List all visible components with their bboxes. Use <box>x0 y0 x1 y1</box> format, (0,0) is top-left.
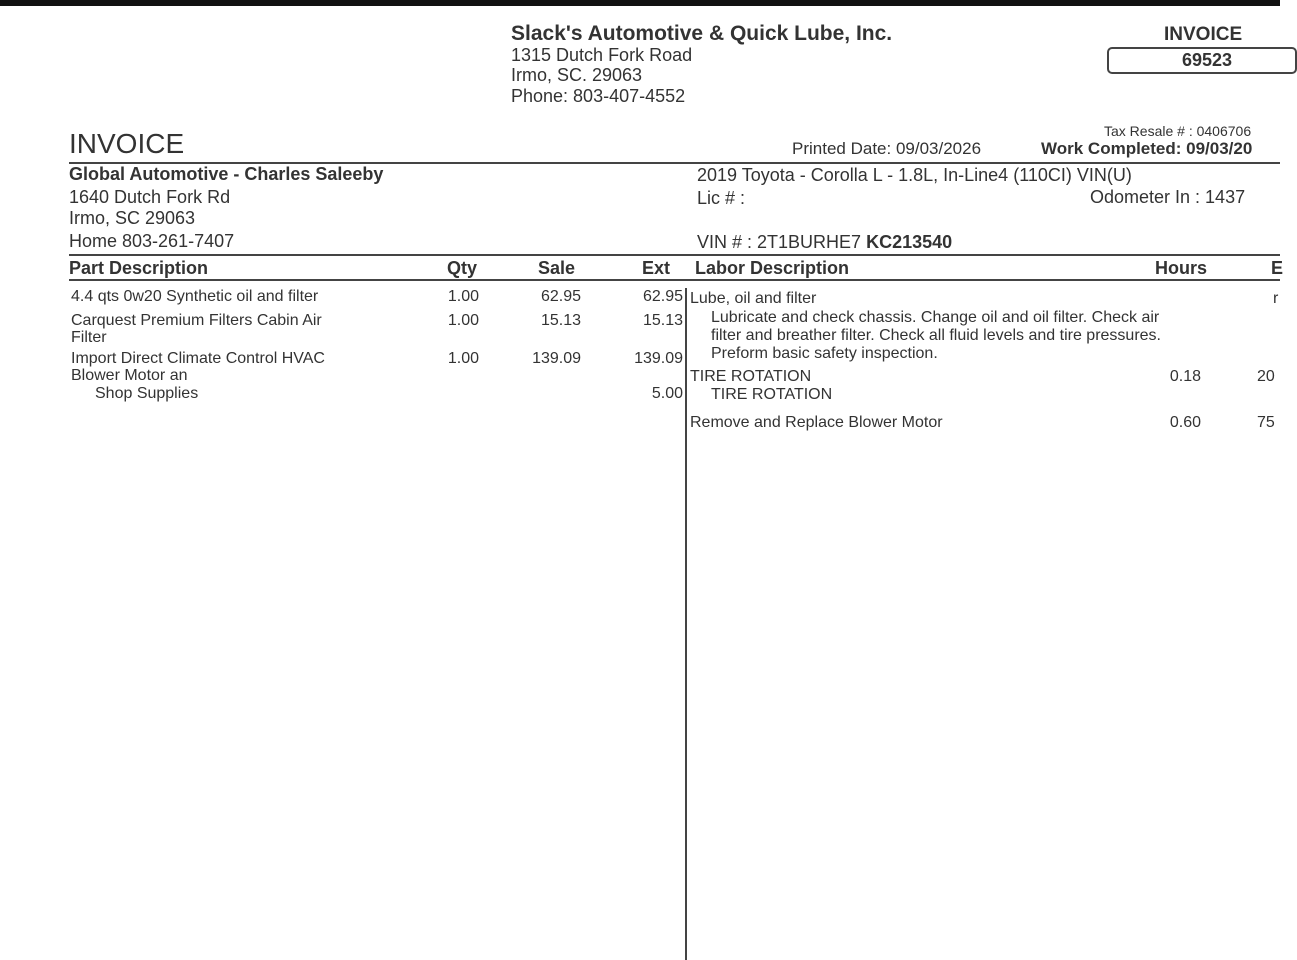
shop-name: Slack's Automotive & Quick Lube, Inc. <box>511 22 893 45</box>
divider-middle <box>69 254 1280 256</box>
part-row-3-qty: 1.00 <box>447 350 479 367</box>
labor-item-1-note-1: Lubricate and check chassis. Change oil and oil filter. Check air <box>711 309 1160 326</box>
labor-item-3-hours: 0.60 <box>1169 414 1201 431</box>
divider-headers <box>69 279 1280 281</box>
labor-item-2-note-1: TIRE ROTATION <box>711 386 833 403</box>
labor-item-1-title: Lube, oil and filter <box>690 290 817 307</box>
labor-header-ext: E <box>1271 258 1284 278</box>
vehicle-description: 2019 Toyota - Corolla L - 1.8L, In-Line4 (110CI) VIN(U) <box>697 165 1132 185</box>
part-row-2-description-cont: Filter <box>71 329 107 346</box>
parts-header-description: Part Description <box>69 258 209 278</box>
part-row-2-description: Carquest Premium Filters Cabin Air <box>71 312 322 329</box>
parts-header-ext: Ext <box>642 258 671 278</box>
shop-supplies-ext: 5.00 <box>651 385 683 402</box>
shop-phone: Phone: 803-407-4552 <box>511 86 686 106</box>
odometer-in: Odometer In : 1437 <box>1090 187 1246 207</box>
vin-suffix: KC213540 <box>866 232 953 252</box>
vin-prefix: VIN # : 2T1BURHE7 <box>697 232 862 252</box>
shop-supplies-label: Shop Supplies <box>95 385 199 402</box>
part-row-1-description: 4.4 qts 0w20 Synthetic oil and filter <box>71 288 319 305</box>
invoice-label: INVOICE <box>1164 24 1243 45</box>
work-completed-date: Work Completed: 09/03/20 <box>1041 139 1253 158</box>
printed-date: Printed Date: 09/03/2026 <box>792 139 982 158</box>
labor-header-hours: Hours <box>1155 258 1208 278</box>
parts-header-qty: Qty <box>447 258 478 278</box>
parts-header-sale: Sale <box>538 258 576 278</box>
labor-header-description: Labor Description <box>695 258 850 278</box>
labor-item-1-note-3: Preform basic safety inspection. <box>711 345 938 362</box>
labor-item-3-ext: 75 <box>1257 414 1275 431</box>
part-row-3-sale: 139.09 <box>532 350 581 367</box>
column-separator <box>685 288 687 960</box>
part-row-3-description-cont: Blower Motor an <box>71 367 188 384</box>
part-row-3-ext: 139.09 <box>634 350 683 367</box>
customer-phone: Home 803-261-7407 <box>69 231 235 251</box>
labor-item-3-title: Remove and Replace Blower Motor <box>690 414 943 431</box>
vehicle-vin <box>697 232 952 253</box>
invoice-number: 69523 <box>1182 50 1233 70</box>
shop-address-1: 1315 Dutch Fork Road <box>511 45 693 65</box>
labor-item-1-ext: r <box>1273 290 1279 307</box>
part-row-1-qty: 1.00 <box>447 288 479 305</box>
part-row-2-sale: 15.13 <box>540 312 581 329</box>
customer-city: Irmo, SC 29063 <box>69 208 196 228</box>
invoice-title: INVOICE <box>69 128 185 159</box>
customer-address: 1640 Dutch Fork Rd <box>69 187 231 207</box>
part-row-2-ext: 15.13 <box>642 312 683 329</box>
part-row-3-description: Import Direct Climate Control HVAC <box>71 350 325 367</box>
labor-item-2-ext: 20 <box>1257 368 1275 385</box>
tax-resale-number: Tax Resale # : 0406706 <box>1104 123 1252 139</box>
part-row-1-ext: 62.95 <box>642 288 683 305</box>
scan-top-edge <box>0 0 1280 6</box>
customer-name: Global Automotive - Charles Saleeby <box>69 164 384 184</box>
labor-item-2-hours: 0.18 <box>1169 368 1201 385</box>
vehicle-license: Lic # : <box>697 188 746 208</box>
labor-item-2-title: TIRE ROTATION <box>690 368 812 385</box>
part-row-1-sale: 62.95 <box>540 288 581 305</box>
labor-item-1-note-2: filter and breather filter. Check all fluid levels and tire pressures. <box>711 327 1161 344</box>
part-row-2-qty: 1.00 <box>447 312 479 329</box>
shop-address-2: Irmo, SC. 29063 <box>511 65 643 85</box>
